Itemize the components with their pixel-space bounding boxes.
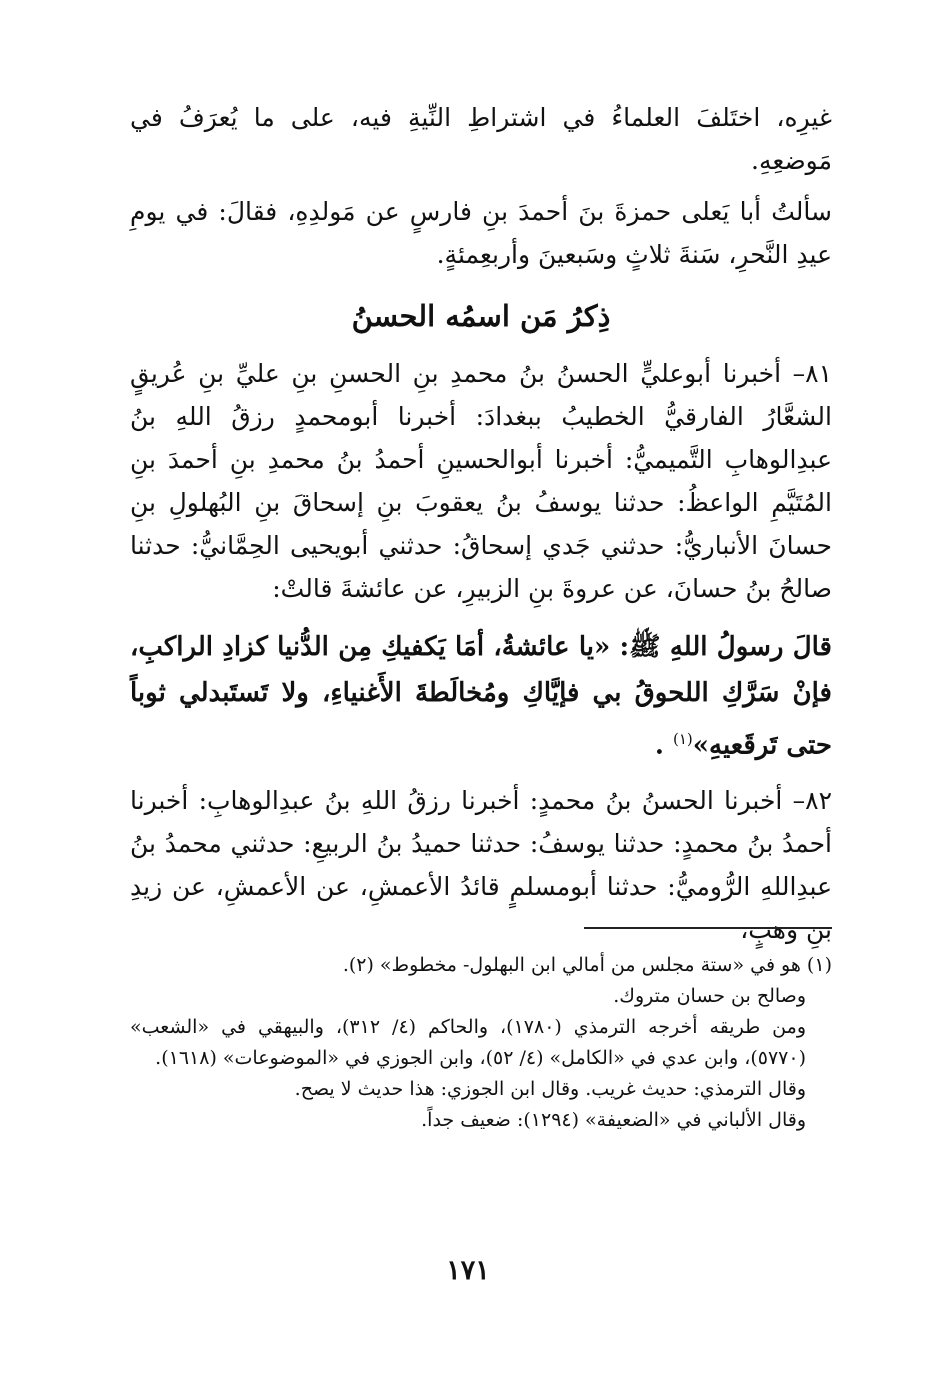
hadith-end: . bbox=[654, 730, 673, 761]
footnote-line: ومن طريقه أخرجه الترمذي (١٧٨٠)، والحاكم (٤/ ٣١٢)، والبيهقي في «الشعب» (٥٧٧٠)، وابن عدي في «الكامل» (٤/ ٥٢)، وابن الجوزي في «الموضوعات» (١٦١٨). bbox=[130, 1016, 806, 1069]
section-heading: ذِكرُ مَن اسمُه الحسنُ bbox=[351, 299, 611, 333]
footnote-line: (١) هو في «ستة مجلس من أمالي ابن البهلول- مخطوط» (٢). bbox=[342, 954, 832, 976]
paragraph-intro: غيرِه، اختَلفَ العلماءُ في اشتراطِ النِّيةِ فيه، على ما يُعرَفُ في مَوضعِهِ. bbox=[130, 103, 832, 175]
hadith-text bbox=[130, 624, 832, 769]
paragraph-birth: سألتُ أبا يَعلى حمزةَ بنَ أحمدَ بنِ فارسٍ عن مَولدِهِ، فقالَ: في يومِ عيدِ النَّحرِ، سَنةَ ثلاثٍ وسَبعينَ وأربعِمئةٍ. bbox=[130, 197, 832, 269]
paragraph-82: ٨٢– أخبرنا الحسنُ بنُ محمدٍ: أخبرنا رزقُ اللهِ بنُ عبدِالوهابِ: أخبرنا أحمدُ بنُ محمدٍ: حدثنا يوسفُ: حدثنا حميدُ بنُ الربيعِ: حدثني محمدُ بنُ عبدِاللهِ الرُّوميُّ: حدثنا أبومسلمٍ قائدُ الأعمشِ، عن الأعمشِ، عن زيدِ بنِ وهبٍ، bbox=[130, 785, 832, 944]
page-number: ١٧١ bbox=[446, 1255, 490, 1286]
paragraph-81: ٨١– أخبرنا أبوعليٍّ الحسنُ بنُ محمدِ بنِ الحسنِ بنِ عليِّ بنِ عُريقٍ الشعَّارُ الفارقيُّ الخطيبُ ببغدادَ: أخبرنا أبومحمدٍ رزقُ اللهِ بنُ عبدِالوهابِ التَّميميُّ: أخبرنا أبوالحسينِ أحمدُ بنُ محمدِ بنِ أحمدَ بنِ المُتَيَّمِ الواعظُ: حدثنا يوسفُ بنُ يعقوبَ بنِ إسحاقَ بنِ البُهلولِ بنِ حسانَ الأنباريُّ: حدثني جَدي إسحاقُ: حدثني أبويحيى الحِمَّانيُّ: حدثنا صالحُ بنُ حسانَ، عن عروةَ بنِ الزبيرِ، عن عائشةَ قالتْ: bbox=[130, 359, 832, 603]
footnotes bbox=[130, 950, 832, 1136]
hadith-body: قالَ رسولُ اللهِ ﷺ: «يا عائشةُ، أمَا يَكفيكِ مِن الدُّنيا كزادِ الراكبِ، فإنْ سَرَّكِ اللحوقُ بي فإيَّاكِ ومُخالَطةَ الأَغنياءِ، ولا تَستَبدلي ثوباً حتى تَرقَعيهِ» bbox=[130, 632, 832, 761]
footnote-line: وقال الألباني في «الضعيفة» (١٢٩٤): ضعيف جداً. bbox=[421, 1109, 806, 1131]
main-text bbox=[130, 96, 832, 951]
footnote-reference[interactable]: (١) bbox=[672, 730, 693, 748]
footnote-line: وقال الترمذي: حديث غريب. وقال ابن الجوزي: هذا حديث لا يصح. bbox=[294, 1078, 806, 1100]
footnote-divider bbox=[584, 927, 832, 929]
footnote-line: وصالح بن حسان متروك. bbox=[613, 985, 806, 1007]
